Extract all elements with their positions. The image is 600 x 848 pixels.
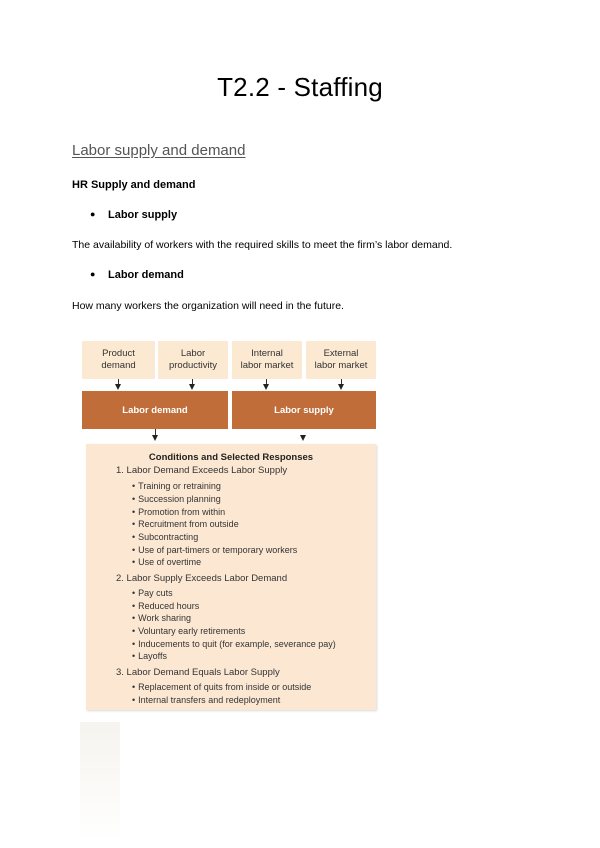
input-label: demand bbox=[101, 360, 136, 371]
response-item: • Reduced hours bbox=[132, 601, 199, 611]
scan-shadow bbox=[80, 722, 120, 842]
condition-title: 2. Labor Supply Exceeds Labor Demand bbox=[116, 573, 288, 584]
arrow-down-icon bbox=[152, 435, 158, 441]
subheading: HR Supply and demand bbox=[72, 179, 196, 191]
section-heading: Labor supply and demand bbox=[72, 142, 246, 159]
bullet-dot-icon: ● bbox=[90, 269, 96, 279]
response-item: • Promotion from within bbox=[132, 507, 225, 517]
input-label: Product bbox=[102, 348, 135, 359]
input-label: Internal bbox=[251, 348, 283, 359]
response-item: • Use of overtime bbox=[132, 557, 201, 567]
input-external-labor-market bbox=[306, 341, 376, 379]
input-label: productivity bbox=[168, 360, 218, 371]
response-item: • Replacement of quits from inside or outside bbox=[132, 682, 311, 692]
response-item: • Recruitment from outside bbox=[132, 519, 239, 529]
panel-title: Conditions and Selected Responses bbox=[148, 452, 314, 463]
arrow-down-icon bbox=[263, 384, 269, 390]
labor-supply-bar: Labor supply bbox=[232, 391, 376, 429]
input-label: External bbox=[323, 348, 359, 359]
conditions-panel bbox=[86, 444, 376, 710]
condition-title: 3. Labor Demand Equals Labor Supply bbox=[116, 667, 280, 678]
response-item: • Subcontracting bbox=[132, 532, 198, 542]
bullet-labor-demand bbox=[90, 269, 184, 281]
response-item: • Pay cuts bbox=[132, 588, 173, 598]
arrow-down-icon bbox=[300, 435, 306, 441]
response-item: • Voluntary early retirements bbox=[132, 626, 245, 636]
arrow-down-icon bbox=[338, 384, 344, 390]
input-label: labor market bbox=[314, 360, 368, 371]
input-product-demand bbox=[82, 341, 155, 379]
condition-title: 1. Labor Demand Exceeds Labor Supply bbox=[116, 465, 288, 476]
response-item: • Layoffs bbox=[132, 651, 167, 661]
labor-demand-definition: How many workers the organization will need in the future. bbox=[72, 300, 344, 312]
response-item: • Work sharing bbox=[132, 613, 191, 623]
bullet-label: Labor supply bbox=[108, 209, 178, 221]
input-label: labor market bbox=[240, 360, 294, 371]
response-item: • Use of part-timers or temporary workers bbox=[132, 545, 297, 555]
labor-supply-definition: The availability of workers with the required skills to meet the firm’s labor demand. bbox=[72, 239, 453, 251]
response-item: • Internal transfers and redeployment bbox=[132, 695, 280, 705]
response-item: • Succession planning bbox=[132, 494, 221, 504]
input-labor-productivity bbox=[158, 341, 228, 379]
labor-demand-bar: Labor demand bbox=[82, 391, 228, 429]
response-item: • Inducements to quit (for example, severance pay) bbox=[132, 639, 336, 649]
bullet-dot-icon: ● bbox=[90, 209, 96, 219]
arrow-down-icon bbox=[115, 384, 121, 390]
bullet-labor-supply bbox=[90, 209, 177, 221]
input-label: Labor bbox=[180, 348, 206, 359]
bullet-label: Labor demand bbox=[108, 269, 184, 281]
response-item: • Training or retraining bbox=[132, 481, 221, 491]
page-title: T2.2 - Staffing bbox=[217, 72, 383, 102]
input-internal-labor-market bbox=[232, 341, 302, 379]
arrow-down-icon bbox=[189, 384, 195, 390]
